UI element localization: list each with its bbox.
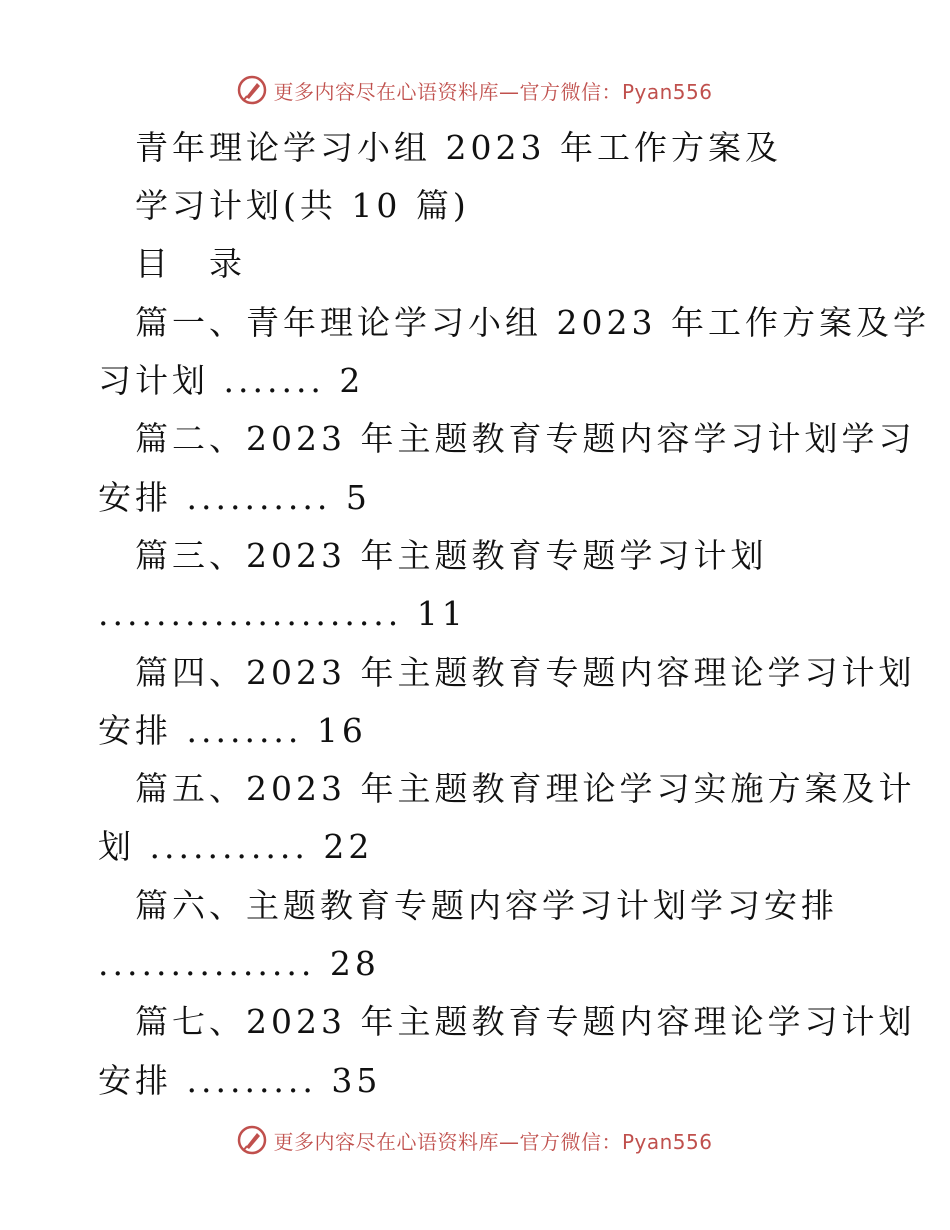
toc-entry-1-title: 篇一、青年理论学习小组 2023 年工作方案及学 xyxy=(135,303,930,342)
header-watermark xyxy=(0,70,950,110)
toc-entry-6-title: 篇六、主题教育专题内容学习计划学习安排 xyxy=(135,886,838,925)
toc-entry-4-title: 篇四、2023 年主题教育专题内容理论学习计划 xyxy=(135,653,916,692)
toc-entry-3-title: 篇三、2023 年主题教育专题学习计划 xyxy=(135,536,768,575)
toc-entry-4-page: 安排 ........ 16 xyxy=(98,711,367,750)
document-title-line-2: 学习计划(共 10 篇) xyxy=(135,186,470,225)
quill-logo-icon xyxy=(237,1125,267,1155)
watermark-text: 更多内容尽在心语资料库—官方微信：Pyan556 xyxy=(273,79,713,104)
toc-entry-2-title: 篇二、2023 年主题教育专题内容学习计划学习 xyxy=(135,419,916,458)
document-title-line-1: 青年理论学习小组 2023 年工作方案及 xyxy=(135,128,782,167)
watermark-text: 更多内容尽在心语资料库—官方微信：Pyan556 xyxy=(273,1129,713,1154)
quill-logo-icon xyxy=(237,75,267,105)
toc-entry-6-page: ............... 28 xyxy=(98,944,380,983)
toc-entry-5-title: 篇五、2023 年主题教育理论学习实施方案及计 xyxy=(135,769,916,808)
toc-entry-7-page: 安排 ......... 35 xyxy=(98,1061,382,1100)
toc-entry-2-page: 安排 .......... 5 xyxy=(98,478,371,517)
toc-heading: 目 录 xyxy=(135,244,246,283)
toc-entry-1-page: 习计划 ....... 2 xyxy=(98,361,365,400)
footer-watermark xyxy=(0,1120,950,1160)
toc-entry-3-page: ..................... 11 xyxy=(98,594,467,633)
toc-entry-5-page: 划 ........... 22 xyxy=(98,827,374,866)
toc-entry-7-title: 篇七、2023 年主题教育专题内容理论学习计划 xyxy=(135,1002,916,1041)
